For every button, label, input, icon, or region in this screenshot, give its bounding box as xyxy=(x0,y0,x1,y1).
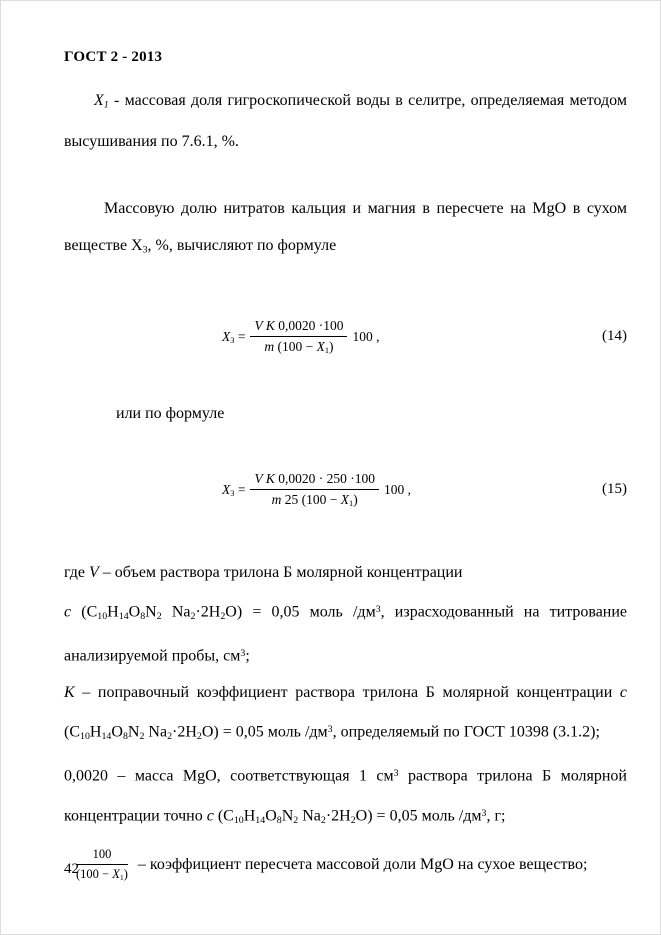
page-number: 42 xyxy=(64,861,79,877)
formula-15 xyxy=(64,462,627,518)
formula-15-expression xyxy=(222,470,411,510)
formula-14-number: (14) xyxy=(602,328,627,345)
fraction-numerator: V K 0,0020 ·100 xyxy=(250,317,347,337)
coefficient-fraction xyxy=(76,846,128,882)
paragraph-or-formula: или по формуле xyxy=(116,404,225,422)
coefficient-description: – коэффициент пересчета массовой доли MgO на сухое вещество; xyxy=(137,855,588,873)
formula-14-lhs: $X_3$ = xyxy=(222,328,246,345)
fraction-denominator: $(100 - X_1)$ xyxy=(76,866,128,882)
formula-14 xyxy=(64,309,627,365)
formula-15-fraction xyxy=(250,470,379,510)
fraction-numerator: V K 0,0020 · 250 ·100 xyxy=(250,470,379,490)
paragraph-v-concentration: с ($C_{10}H_{14}O_8N_2$ $Na_2\cdot 2H_2O) = 0,05$ моль $/дм^3$, израсходованный на титрование анализируемой пробы, $см^3$; xyxy=(64,603,628,665)
document-code: ГОСТ 2 - 2013 xyxy=(64,49,163,65)
paragraph-x3-intro: Массовую долю нитратов кальция и магния в пересчете на MgO в сухом веществе $Х_3$, %, вычисляют по формуле xyxy=(64,200,627,256)
fraction-numerator: 100 xyxy=(76,846,128,864)
paragraph-k-definition: К – поправочный коэффициент раствора трилона Б молярной концентрации с ($C_{10}H_{14}O_8N_2$ $Na_2\cdot 2H_2O) = 0,05$ моль $/дм^3$, определяемый по ГОСТ 10398 (3.1.2); xyxy=(64,684,627,743)
paragraph-x1-definition: $X_1$ - массовая доля гигроскопической воды в селитре, определяемая методом высушивания по 7.6.1, %. xyxy=(64,92,627,151)
formula-15-tail: 100 , xyxy=(383,481,411,497)
fraction-denominator: m $(100 - X_1)$ xyxy=(264,338,334,355)
formula-14-expression xyxy=(222,317,379,357)
formula-15-number: (15) xyxy=(602,481,627,498)
fraction-denominator: m 25 $(100 - X_1)$ xyxy=(271,491,358,508)
paragraph-v-definition: где V – объем раствора трилона Б молярной концентрации xyxy=(64,563,463,581)
paragraph-coefficient xyxy=(64,841,627,889)
paragraph-mass-mgo-definition: 0,0020 – масса MgO, соответствующая 1 $см^3$ раствора трилона Б молярной концентрации точно с ($C_{10}H_{14}O_8N_2$ $Na_2\cdot 2H_2O) = 0,05$ моль $/дм^3$, г; xyxy=(64,767,627,826)
formula-14-tail: 100 , xyxy=(352,328,380,344)
formula-15-lhs: $X_3$ = xyxy=(222,481,246,498)
formula-14-fraction xyxy=(250,317,347,357)
